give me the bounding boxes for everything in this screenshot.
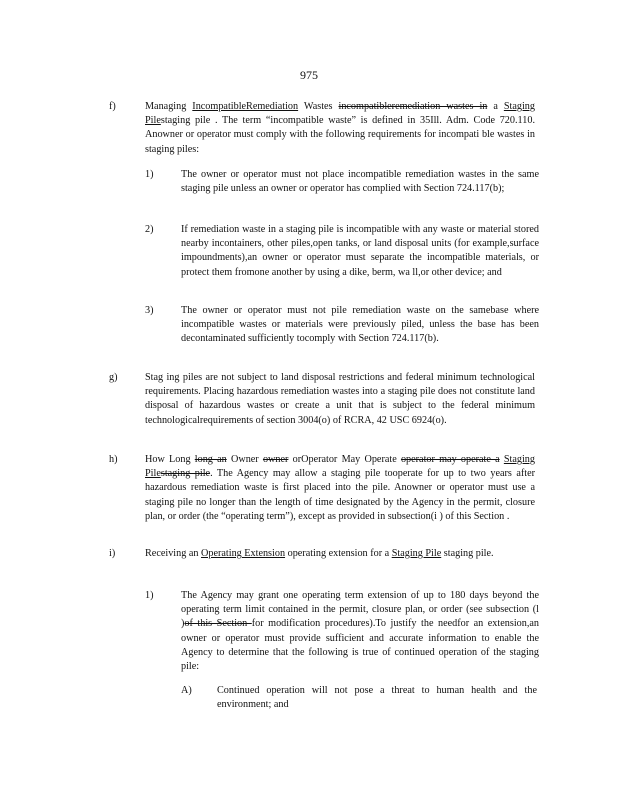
item-label: 2): [145, 224, 154, 235]
section-label: i): [109, 548, 116, 559]
inserted-text: IncompatibleRemediation: [192, 101, 299, 112]
deleted-text: long an: [194, 454, 227, 465]
item-label: 3): [145, 305, 154, 316]
inserted-text: Staging Pile: [145, 101, 535, 127]
section-label: g): [109, 372, 118, 383]
inserted-text: Staging Pile: [391, 548, 442, 559]
text-run: Operator: [301, 454, 338, 465]
section-label: f): [109, 101, 116, 112]
text-run: operating extension for a: [285, 548, 392, 559]
text-run: . The Agency may allow a staging pile tooperate for up to two years after hazardous remediation waste is first placed into the pile. Anowner or operator must use a staging pile no longer than the length of time designated by the Agency in the permit, closure plan, or order (the “operating term”), except as provided in subsection(i ) of this Section .: [145, 468, 535, 522]
deleted-text: owner: [262, 454, 289, 465]
section-h-body: [145, 453, 535, 524]
inserted-text: Staging Pile: [145, 454, 535, 480]
text-run: or: [288, 454, 302, 465]
deleted-text: operator may operate a: [400, 454, 500, 465]
text-run: staging pile.: [441, 548, 494, 559]
section-g-body: Stag ing piles are not subject to land disposal restrictions and federal minimum technological requirements. Placing hazardous remediation wastes into a staging pile does not constitute land disposal of hazardous wastes or create a unit that is subject to the federal minimum technologicalrequirements of section 3004(o) of RCRA, 42 USC 6924(o).: [145, 372, 535, 426]
deleted-text: staging pile: [160, 468, 211, 480]
text-run: The Agency may grant one operating term extension of up to 180 days beyond the operating term limit contained in the permit, closure plan, or order (see subsection (l ): [181, 590, 539, 630]
text-run: How Long: [145, 454, 195, 465]
item-label: A): [181, 685, 192, 696]
deleted-text: of this Section: [184, 618, 252, 630]
text-run: Wastes: [298, 101, 339, 112]
item-text: If remediation waste in a staging pile is incompatible with any waste or material stored nearby incontainers, other piles,open tanks, or land disposal units (for example,surface impoundments),an owner or operator must separate the incompatible materials, or protect them fromone another by using a dike, berm, wa ll,or other device; and: [181, 224, 539, 278]
item-text: Continued operation will not pose a threat to human health and the environment; and: [217, 685, 537, 711]
item-text: [181, 589, 539, 674]
text-run: Managing: [145, 101, 193, 112]
inserted-text: Operating Extension: [201, 548, 286, 559]
item-label: 1): [145, 590, 154, 601]
page-number: 975: [300, 68, 318, 82]
section-i-body: [145, 547, 535, 561]
text-run: for modification procedures).To justify the needfor an extension,an owner or operator must provide sufficient and accurate information to enable the Agency to determine that the following is true of continued operation of the staging pile:: [181, 618, 539, 673]
text-run: May Operate: [337, 454, 401, 465]
text-run: Receiving an: [145, 548, 202, 559]
item-text: The owner or operator must not pile remediation waste on the samebase where incompatible wastes or materials were previously piled, unless the base has been decontaminated sufficiently tocomply with Section 724.117(b).: [181, 305, 539, 345]
text-run: a: [487, 101, 504, 112]
section-label: h): [109, 454, 118, 465]
deleted-text: incompatibleremediation wastes in: [338, 101, 488, 112]
item-text: The owner or operator must not place incompatible remediation wastes in the same staging pile unless an owner or operator has complied with Section 724.117(b);: [181, 169, 539, 195]
section-f-body: [145, 100, 535, 157]
deleted-text: staging pile . The term “incompatible waste” is defined in 35Ill. Adm. Code 720.110. Anowner or operator must comply with the following requirements for incompati ble wastes in staging piles:: [145, 115, 535, 155]
item-label: 1): [145, 169, 154, 180]
text-run: Owner: [226, 454, 263, 465]
